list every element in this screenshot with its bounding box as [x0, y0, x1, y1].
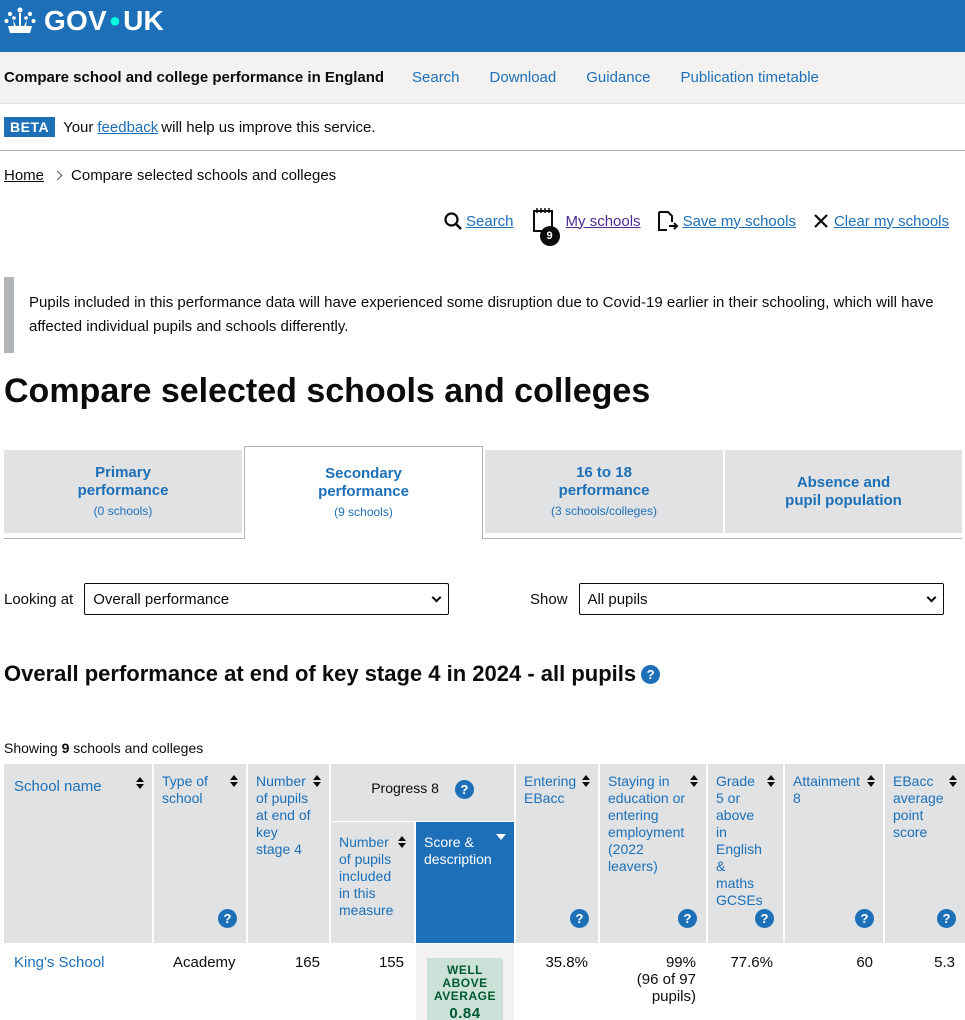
- save-document-icon: [657, 210, 679, 232]
- my-schools-count: 9: [540, 226, 560, 246]
- sort-icon: [230, 775, 238, 787]
- breadcrumb-current: Compare selected schools and colleges: [71, 167, 337, 184]
- looking-at-label: Looking at: [4, 590, 74, 608]
- tab-16-to-18-count: (3 schools/colleges): [550, 503, 658, 518]
- sort-icon: [867, 775, 875, 787]
- service-nav-links: [412, 69, 819, 86]
- save-link[interactable]: Save my schools: [682, 212, 796, 230]
- tab-secondary-line1: Secondary: [325, 465, 402, 482]
- search-icon: [444, 212, 462, 230]
- help-icon[interactable]: ?: [755, 909, 774, 928]
- chevron-right-icon: [53, 171, 63, 181]
- nav-download[interactable]: Download: [489, 69, 557, 86]
- help-icon[interactable]: ?: [678, 909, 697, 928]
- school-link[interactable]: King's School: [14, 954, 105, 971]
- table-header: [4, 764, 965, 943]
- chevron-down-icon: [926, 592, 936, 602]
- beta-prefix: Your: [63, 118, 94, 136]
- cell-staying: [596, 954, 696, 1005]
- th-grade5[interactable]: [708, 764, 783, 943]
- tab-16-to-18-line2: performance: [558, 481, 650, 499]
- cell-pupils: 165: [294, 954, 320, 971]
- my-schools-action[interactable]: [532, 208, 641, 242]
- show-select[interactable]: [579, 583, 944, 615]
- breadcrumb: [4, 167, 336, 184]
- showing-count: 9: [61, 740, 70, 756]
- breadcrumb-home[interactable]: Home: [4, 167, 45, 184]
- govuk-header: [0, 0, 965, 52]
- th-p8-number-label: Number of pupils included in this measure: [339, 834, 394, 918]
- cell-type: Academy: [173, 954, 236, 971]
- score-value: 0.84: [449, 1005, 481, 1020]
- beta-divider: [0, 150, 965, 151]
- th-ebacc-aps-label: EBacc average point score: [893, 773, 944, 840]
- chevron-down-icon: [432, 592, 442, 602]
- showing-prefix: Showing: [4, 740, 58, 756]
- nav-search[interactable]: Search: [412, 69, 460, 86]
- th-ebacc-aps[interactable]: [885, 764, 965, 943]
- nav-publication-timetable[interactable]: Publication timetable: [680, 69, 819, 86]
- cell-ebacc-aps: 5.3: [934, 954, 955, 971]
- th-p8-score[interactable]: [416, 822, 514, 943]
- cell-grade5: 77.6%: [730, 954, 773, 971]
- sort-icon: [949, 775, 957, 787]
- show-filter: [530, 583, 944, 615]
- service-navigation: [0, 52, 965, 104]
- th-att8-label: Attainment 8: [793, 773, 860, 806]
- search-action[interactable]: [444, 212, 514, 230]
- table-row: [4, 944, 965, 1020]
- beta-suffix: will help us improve this service.: [161, 118, 376, 136]
- sort-icon: [136, 777, 144, 789]
- th-pupils-label: Number of pupils at end of key stage 4: [256, 773, 311, 857]
- clear-link[interactable]: Clear my schools: [833, 212, 949, 230]
- logo-text-2: UK: [123, 5, 164, 36]
- th-grade5-label: Grade 5 or above in English & maths GCSEs: [716, 773, 763, 908]
- service-name[interactable]: Compare school and college performance in England: [4, 69, 385, 86]
- th-type[interactable]: [154, 764, 246, 943]
- th-type-label: Type of school: [162, 773, 208, 806]
- tab-primary[interactable]: [4, 450, 242, 533]
- show-label: Show: [530, 590, 568, 608]
- th-staying-label: Staying in education or entering employment (2022 leavers): [608, 773, 686, 874]
- score-description: WELL ABOVE AVERAGE: [434, 963, 496, 1003]
- feedback-link[interactable]: feedback: [97, 118, 159, 136]
- sort-icon: [398, 836, 406, 848]
- tab-16-to-18[interactable]: [485, 450, 723, 533]
- tab-secondary[interactable]: [244, 446, 483, 539]
- page-title: Compare selected schools and colleges: [4, 372, 651, 410]
- help-icon[interactable]: ?: [455, 780, 474, 799]
- govuk-logo[interactable]: [4, 4, 164, 38]
- help-icon[interactable]: ?: [937, 909, 956, 928]
- help-icon[interactable]: ?: [855, 909, 874, 928]
- results-count: [4, 740, 203, 756]
- my-schools-link[interactable]: My schools: [565, 212, 641, 230]
- th-progress8-label: Progress 8: [371, 780, 439, 797]
- tab-absence-line2: pupil population: [785, 491, 902, 509]
- th-pupils[interactable]: [248, 764, 329, 943]
- cell-ebacc: 35.8%: [545, 954, 588, 971]
- th-ebacc-label: Entering EBacc: [524, 773, 577, 806]
- beta-banner: [4, 117, 376, 137]
- help-icon[interactable]: ?: [218, 909, 237, 928]
- crown-icon: [4, 6, 36, 36]
- nav-guidance[interactable]: Guidance: [586, 69, 651, 86]
- looking-at-filter: [4, 583, 449, 615]
- th-att8[interactable]: [785, 764, 883, 943]
- progress-score-badge: [427, 958, 503, 1020]
- close-icon: [812, 212, 830, 230]
- tab-primary-line2: performance: [77, 481, 169, 499]
- sort-icon: [767, 775, 775, 787]
- section-title: [4, 661, 660, 687]
- cell-p8-number: 155: [378, 954, 404, 971]
- tab-absence-line1: Absence and: [796, 473, 891, 491]
- staying-percent: 99%: [665, 954, 696, 971]
- tabs-divider: [4, 538, 962, 539]
- beta-tag: BETA: [4, 117, 55, 137]
- staying-detail: (96 of 97 pupils): [636, 971, 696, 1005]
- tab-secondary-count: (9 schools): [334, 505, 393, 519]
- sort-icon: [313, 775, 321, 787]
- clear-action[interactable]: [812, 212, 949, 230]
- tab-primary-line1: Primary: [95, 463, 151, 481]
- logo-text: GOV: [44, 5, 107, 36]
- sort-descending-icon: [496, 834, 506, 840]
- tab-primary-count: (0 schools): [93, 503, 153, 518]
- th-school-name-label: School name: [14, 778, 102, 795]
- showing-suffix: schools and colleges: [73, 740, 204, 756]
- cell-att8: 60: [856, 954, 873, 971]
- tab-16-to-18-line1: 16 to 18: [576, 463, 632, 481]
- search-link[interactable]: Search: [466, 212, 514, 230]
- help-icon[interactable]: ?: [570, 909, 589, 928]
- sort-icon: [690, 775, 698, 787]
- th-p8-score-label: Score & description: [424, 834, 492, 867]
- th-school-name[interactable]: [4, 764, 152, 943]
- show-value: All pupils: [587, 590, 648, 608]
- th-p8-number[interactable]: [331, 822, 414, 943]
- save-action[interactable]: [657, 210, 796, 232]
- covid-notice: Pupils included in this performance data will have experienced some disruption due to Covid-19 earlier in their schooling, which will have affected individual pupils and schools differently.: [4, 277, 949, 353]
- section-title-text: Overall performance at end of key stage 4 in 2024 - all pupils: [4, 661, 637, 686]
- looking-at-value: Overall performance: [93, 590, 230, 608]
- looking-at-select[interactable]: [84, 583, 449, 615]
- th-ebacc[interactable]: [516, 764, 598, 943]
- th-progress8: [331, 764, 514, 821]
- performance-tabs: [4, 446, 965, 539]
- help-icon[interactable]: ?: [641, 665, 660, 684]
- logo-dot: ●: [108, 9, 122, 32]
- cell-school-name: [14, 954, 104, 971]
- th-staying[interactable]: [600, 764, 706, 943]
- tab-absence[interactable]: [725, 450, 962, 533]
- tab-secondary-line2: performance: [318, 483, 409, 500]
- sort-icon: [582, 775, 590, 787]
- school-actions: [428, 208, 949, 242]
